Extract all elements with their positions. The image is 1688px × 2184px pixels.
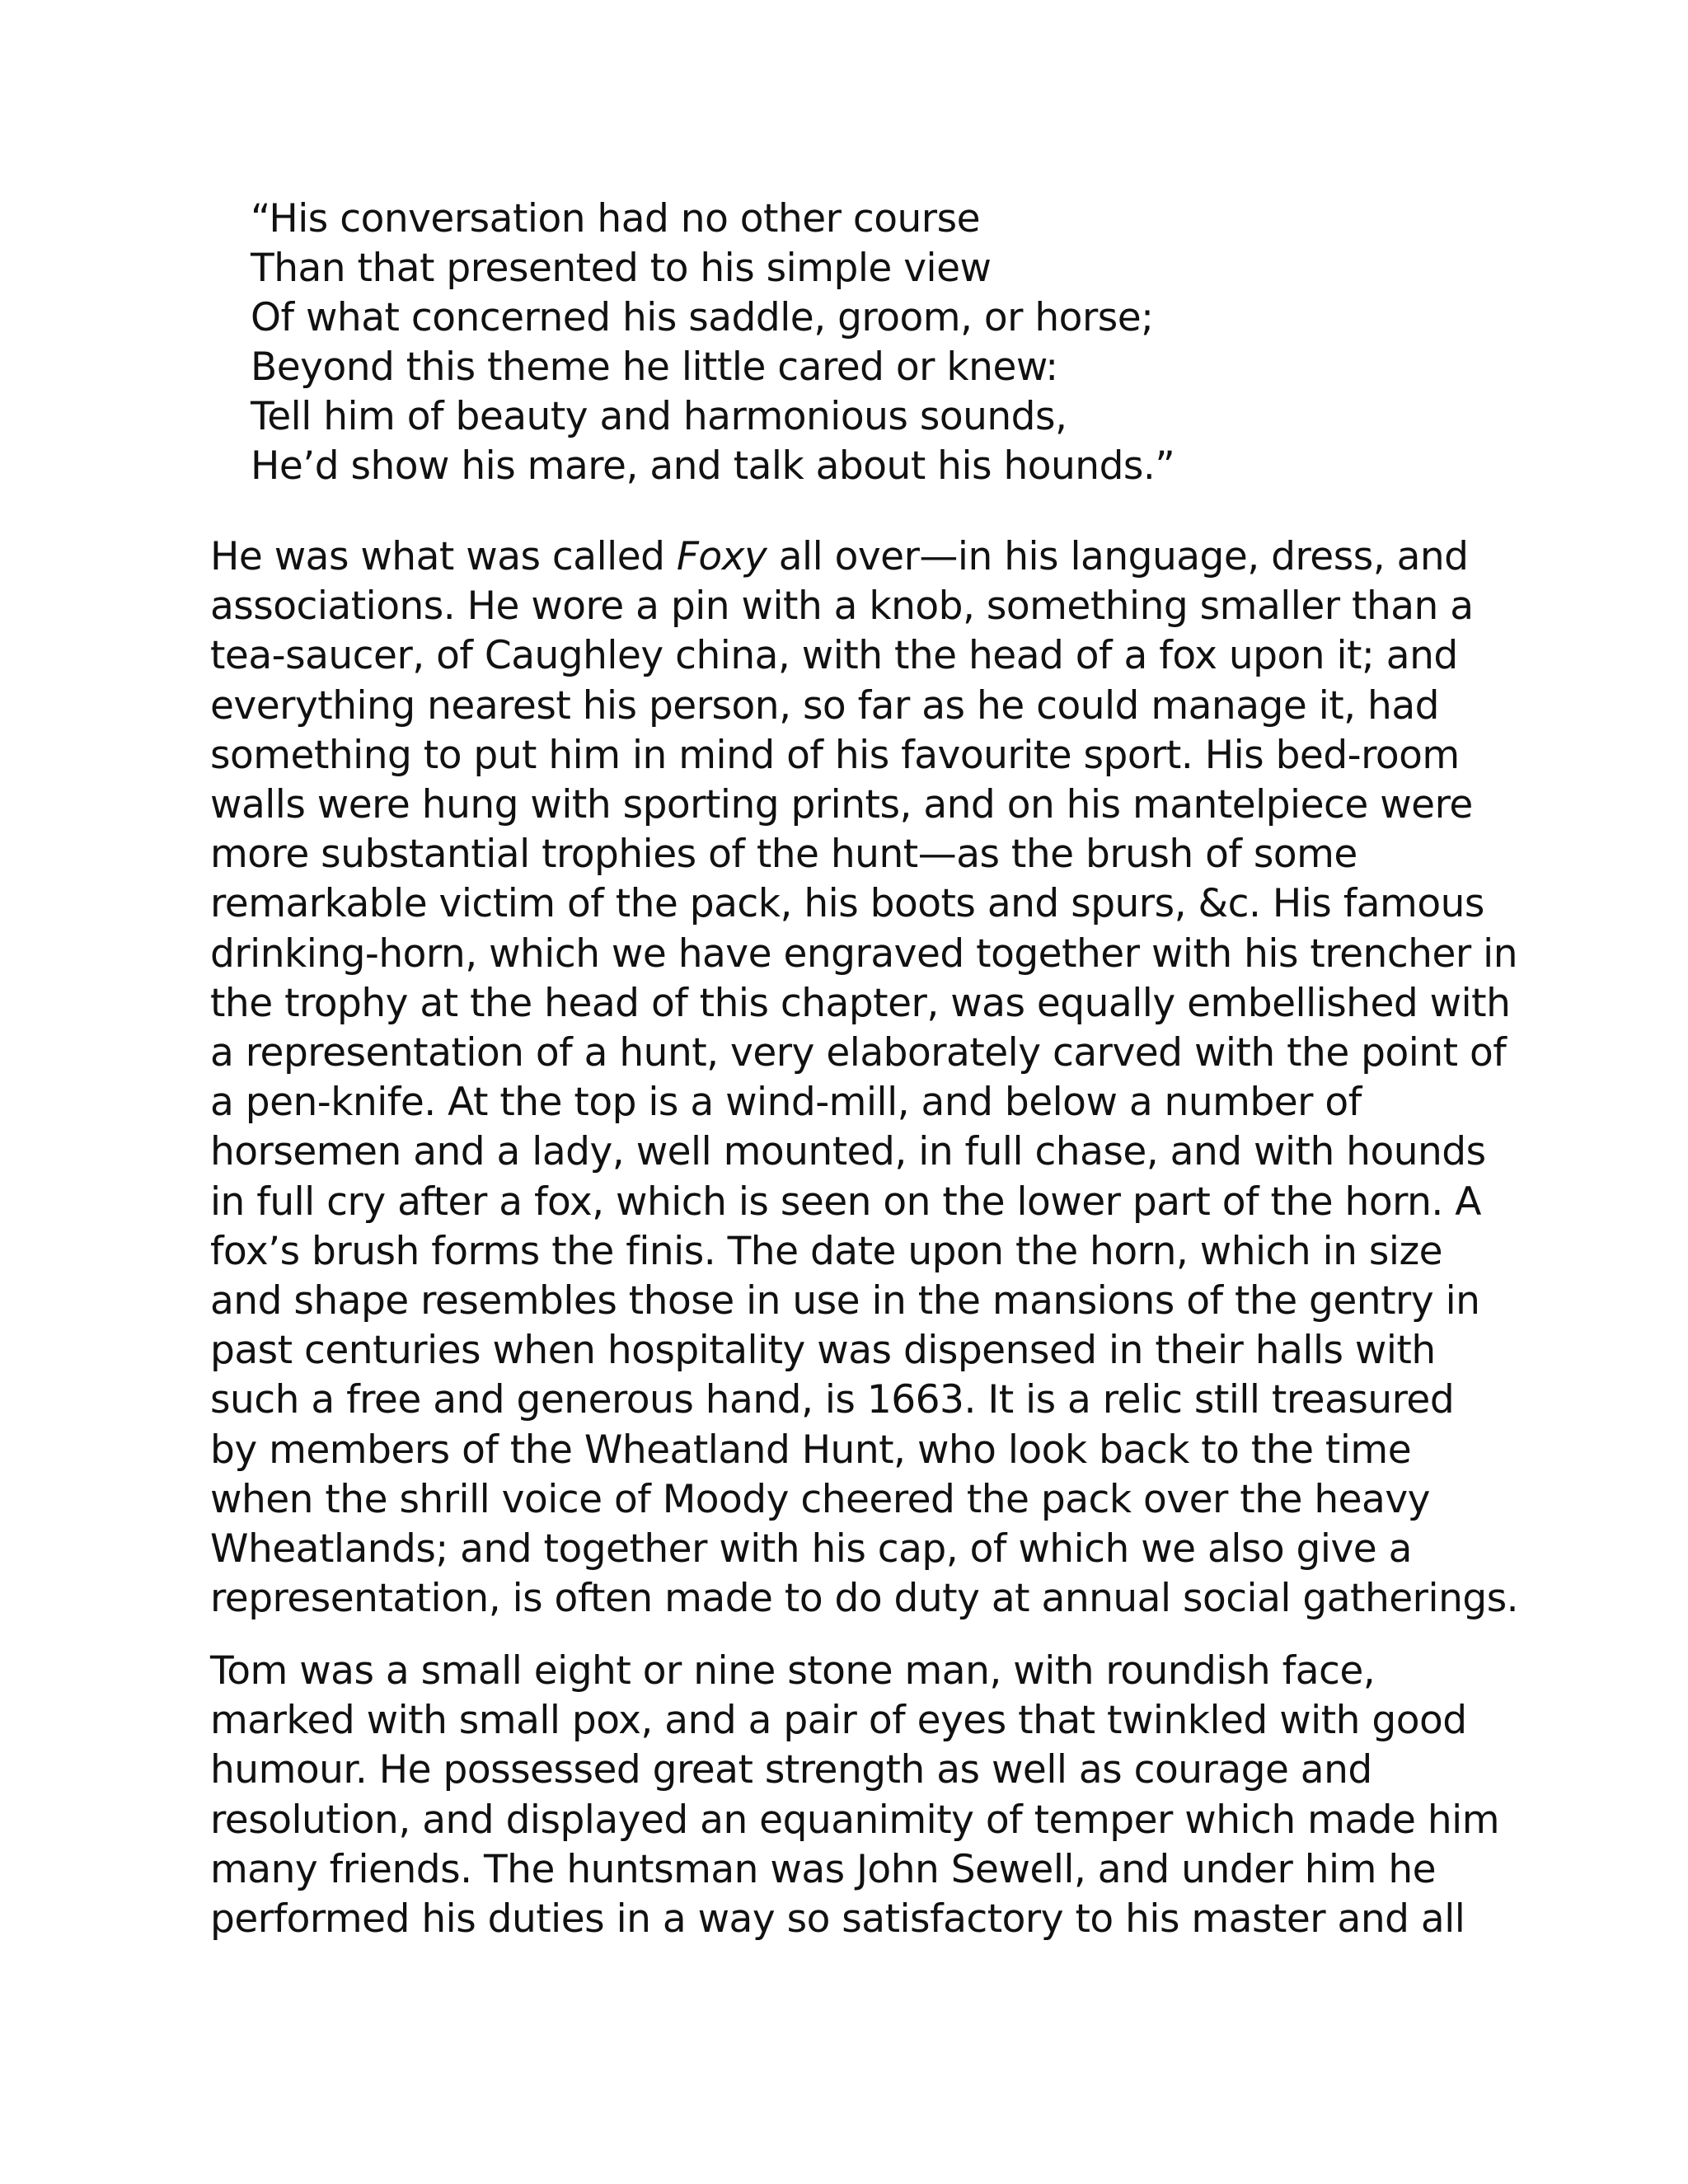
paragraph-line: remarkable victim of the pack, his boots and spurs, &c. His famous (210, 881, 1484, 927)
paragraph-line: such a free and generous hand, is 1663. It is a relic still treasured (210, 1377, 1455, 1423)
poem-line: Tell him of beauty and harmonious sounds, (251, 394, 1067, 439)
paragraph-line: resolution, and displayed an equanimity of temper which made him (210, 1797, 1500, 1843)
paragraph-line: walls were hung with sporting prints, and on his mantelpiece were (210, 782, 1473, 828)
italic-word: Foxy (676, 534, 767, 579)
body-paragraph-2 (210, 1647, 1500, 1944)
paragraph-line: a representation of a hunt, very elaborately carved with the point of (210, 1030, 1507, 1076)
paragraph-line: and shape resembles those in use in the mansions of the gentry in (210, 1278, 1480, 1324)
poem-line: “His conversation had no other course (251, 196, 981, 241)
paragraph-line: tea-saucer, of Caughley china, with the head of a fox upon it; and (210, 633, 1458, 679)
poem-quote (251, 194, 1487, 491)
text-run: all over—in his language, dress, and (767, 534, 1469, 579)
body-paragraph-1 (210, 532, 1519, 1624)
paragraph-line: marked with small pox, and a pair of eyes that twinkled with good (210, 1698, 1467, 1744)
paragraph-line: Tom was a small eight or nine stone man, with roundish face, (210, 1648, 1376, 1694)
poem-line: Than that presented to his simple view (251, 246, 992, 291)
paragraph-line: performed his duties in a way so satisfactory to his master and all (210, 1896, 1465, 1943)
paragraph-line: the trophy at the head of this chapter, was equally embellished with (210, 980, 1511, 1026)
paragraph-line: horsemen and a lady, well mounted, in full chase, and with hounds (210, 1129, 1486, 1175)
paragraph-line: fox’s brush forms the finis. The date upon the horn, which in size (210, 1228, 1443, 1274)
paragraph-line: many friends. The huntsman was John Sewell, and under him he (210, 1846, 1437, 1892)
paragraph-line (210, 532, 1496, 582)
paragraph-line: more substantial trophies of the hunt—as the brush of some (210, 832, 1357, 878)
paragraph-line: representation, is often made to do duty at annual social gatherings. (210, 1576, 1519, 1622)
paragraph-line: when the shrill voice of Moody cheered the pack over the heavy (210, 1476, 1430, 1522)
paragraph-line: a pen-knife. At the top is a wind-mill, and below a number of (210, 1080, 1362, 1126)
paragraph-line: by members of the Wheatland Hunt, who look back to the time (210, 1427, 1412, 1473)
paragraph-line: humour. He possessed great strength as well as courage and (210, 1747, 1372, 1793)
paragraph-line: past centuries when hospitality was dispensed in their halls with (210, 1328, 1436, 1374)
poem-line: Of what concerned his saddle, groom, or horse; (251, 295, 1154, 340)
text-run: He was what was called (210, 534, 677, 579)
paragraph-line: everything nearest his person, so far as he could manage it, had (210, 682, 1439, 729)
paragraph-line: Wheatlands; and together with his cap, of which we also give a (210, 1526, 1412, 1572)
paragraph-line: associations. He wore a pin with a knob, something smaller than a (210, 583, 1474, 630)
paragraph-line: drinking-horn, which we have engraved together with his trencher in (210, 930, 1517, 977)
paragraph-line: in full cry after a fox, which is seen on the lower part of the horn. A (210, 1179, 1481, 1225)
poem-line: Beyond this theme he little cared or knew: (251, 344, 1058, 390)
paragraph-line: something to put him in mind of his favourite sport. His bed-room (210, 732, 1460, 778)
poem-line: He’d show his mare, and talk about his hounds.” (251, 443, 1175, 489)
